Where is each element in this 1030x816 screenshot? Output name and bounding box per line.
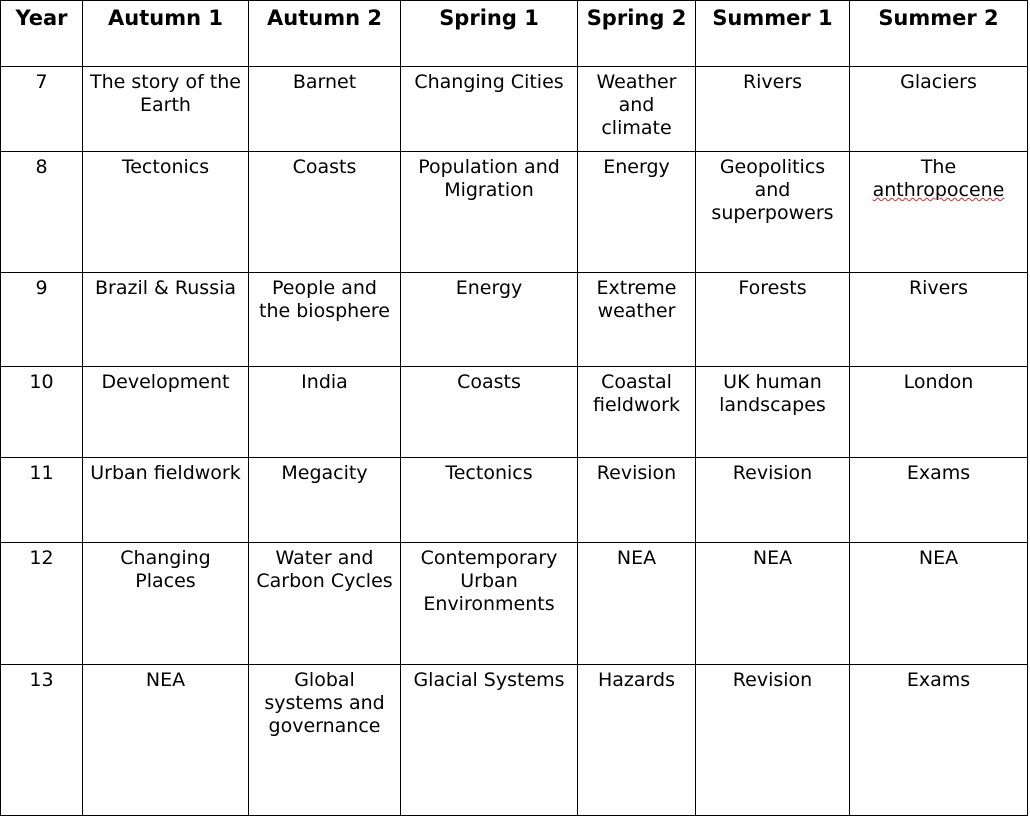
topic-cell: Population and Migration [401, 152, 578, 273]
table-row [1, 367, 1028, 458]
column-header-autumn-1: Autumn 1 [83, 1, 249, 67]
topic-cell: Tectonics [83, 152, 249, 273]
topic-cell: NEA [578, 543, 696, 665]
column-header-summer-2: Summer 2 [850, 1, 1028, 67]
topic-cell: Contemporary Urban Environments [401, 543, 578, 665]
topic-cell: NEA [696, 543, 850, 665]
topic-cell: Extreme weather [578, 273, 696, 367]
topic-cell: Changing Cities [401, 67, 578, 152]
column-header-summer-1: Summer 1 [696, 1, 850, 67]
topic-cell: Development [83, 367, 249, 458]
table-row [1, 458, 1028, 543]
topic-cell: Glacial Systems [401, 665, 578, 816]
year-label: 8 [1, 152, 83, 273]
topic-cell: Rivers [696, 67, 850, 152]
topic-cell: Changing Places [83, 543, 249, 665]
misspelled-word: anthropocene [872, 179, 1005, 202]
column-header-autumn-2: Autumn 2 [249, 1, 401, 67]
topic-cell: Water and Carbon Cycles [249, 543, 401, 665]
topic-cell: Geopolitics and superpowers [696, 152, 850, 273]
column-header-spring-1: Spring 1 [401, 1, 578, 67]
column-header-year: Year [1, 1, 83, 67]
year-label: 12 [1, 543, 83, 665]
topic-cell: Global systems and governance [249, 665, 401, 816]
topic-cell: Revision [696, 665, 850, 816]
table-row [1, 543, 1028, 665]
topic-cell: India [249, 367, 401, 458]
topic-cell: Exams [850, 665, 1028, 816]
topic-cell: Megacity [249, 458, 401, 543]
topic-cell: Rivers [850, 273, 1028, 367]
year-label: 11 [1, 458, 83, 543]
topic-cell: People and the biosphere [249, 273, 401, 367]
topic-cell: UK human landscapes [696, 367, 850, 458]
topic-cell: The anthropocene [850, 152, 1028, 273]
topic-cell: NEA [850, 543, 1028, 665]
table-row [1, 67, 1028, 152]
topic-cell: Hazards [578, 665, 696, 816]
table-row [1, 273, 1028, 367]
topic-cell: Weather and climate [578, 67, 696, 152]
table-row [1, 152, 1028, 273]
year-label: 13 [1, 665, 83, 816]
topic-cell: Barnet [249, 67, 401, 152]
topic-cell: Coasts [249, 152, 401, 273]
topic-cell: Energy [401, 273, 578, 367]
topic-cell: Glaciers [850, 67, 1028, 152]
topic-cell: Revision [578, 458, 696, 543]
topic-cell: Forests [696, 273, 850, 367]
table-row [1, 665, 1028, 816]
column-header-spring-2: Spring 2 [578, 1, 696, 67]
topic-cell: Revision [696, 458, 850, 543]
topic-cell: Tectonics [401, 458, 578, 543]
year-label: 10 [1, 367, 83, 458]
topic-cell: Energy [578, 152, 696, 273]
year-label: 9 [1, 273, 83, 367]
topic-cell: Exams [850, 458, 1028, 543]
topic-cell: Coasts [401, 367, 578, 458]
topic-cell: Coastal fieldwork [578, 367, 696, 458]
topic-cell: London [850, 367, 1028, 458]
topic-cell: NEA [83, 665, 249, 816]
table-header-row [1, 1, 1028, 67]
topic-cell: Urban fieldwork [83, 458, 249, 543]
topic-cell: The story of the Earth [83, 67, 249, 152]
topic-cell: Brazil & Russia [83, 273, 249, 367]
year-label: 7 [1, 67, 83, 152]
